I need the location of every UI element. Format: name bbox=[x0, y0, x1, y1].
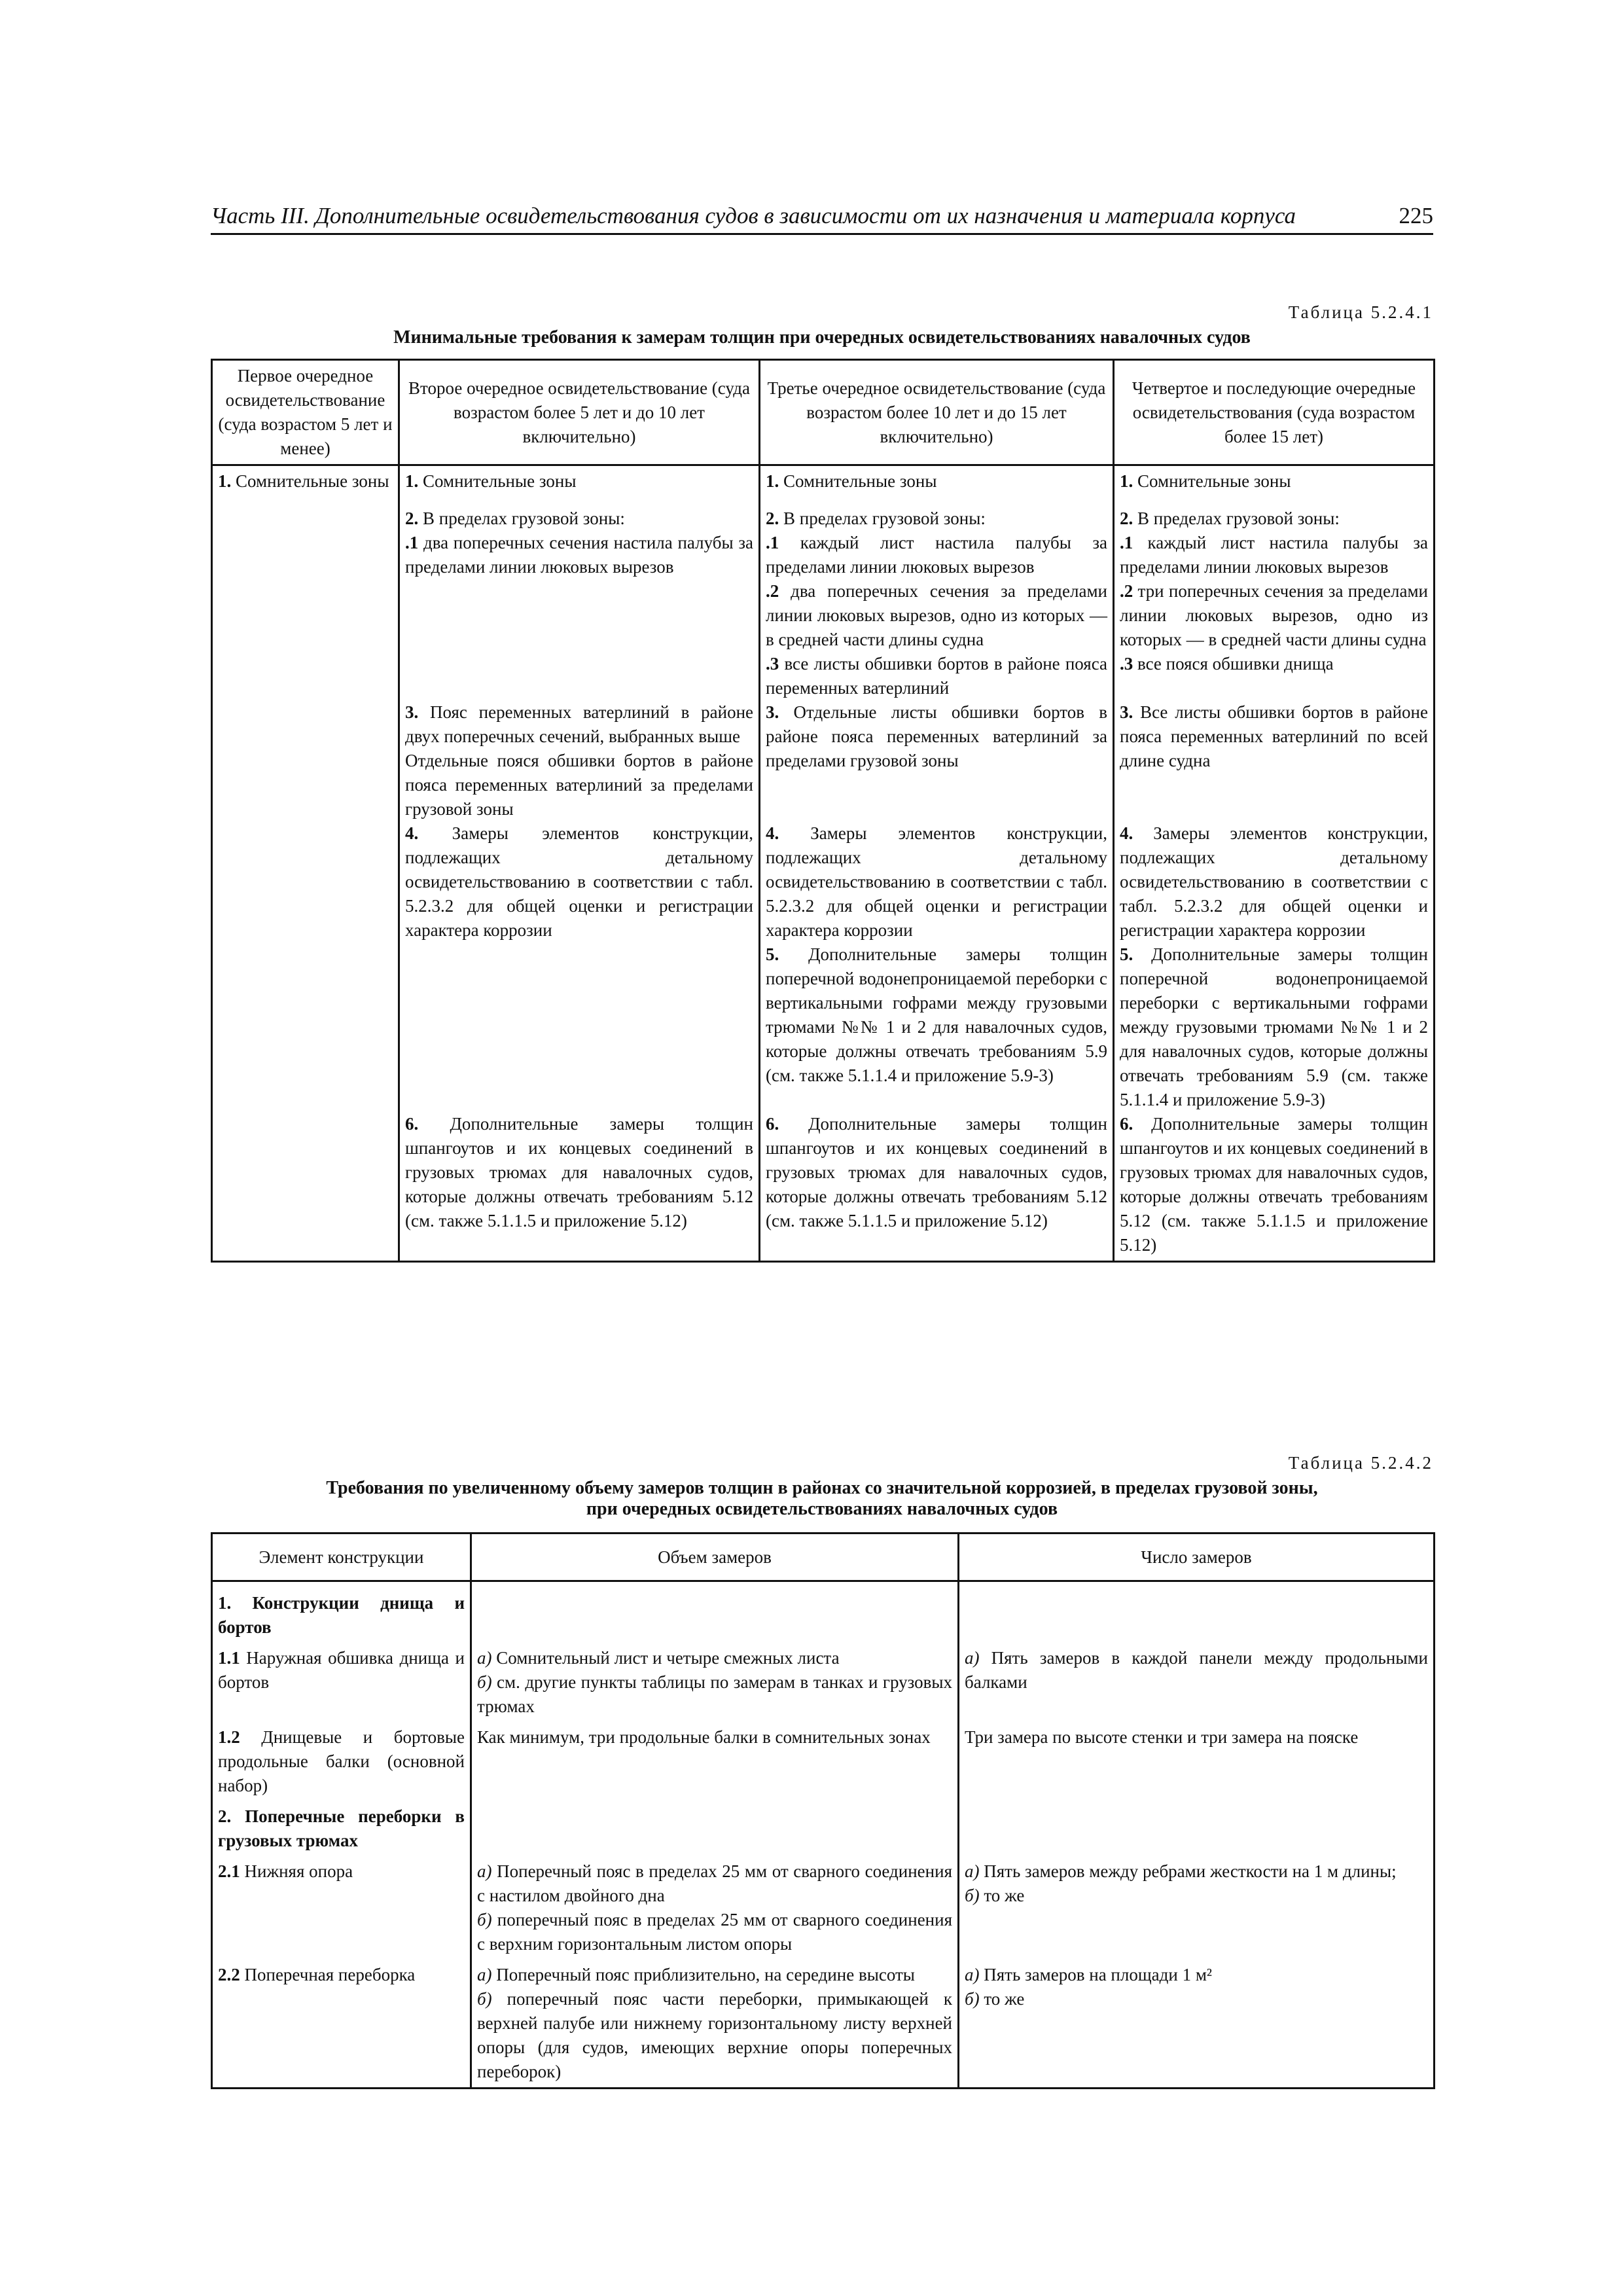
cell-text: 5. Дополнительные замеры толщин поперечной водонепроницаемой переборки с вертикальными гофрами между грузовыми трюмами №№ 1 и 2 для навалочных судов, которые должны отвечать требованиям 5.9 (см. также 5.1.1.4 и приложение 5.9-3) bbox=[766, 944, 1107, 1085]
table1-block bbox=[766, 942, 1107, 1112]
cell-text: 2.2 Поперечная переборка bbox=[218, 1965, 416, 1984]
cell-text: 3. Пояс переменных ватерлиний в районе двух поперечных сечений, выбранных выше bbox=[405, 702, 753, 746]
table1-header-row bbox=[212, 360, 1435, 465]
volume-cell bbox=[471, 1856, 959, 1960]
table1-block bbox=[405, 1112, 753, 1257]
cell-text: 6. Дополнительные замеры толщин шпангоутов и их концевых соединений в грузовых трюмах для навалочных судов, которые должны отвечать требованиям 5.12 (см. также 5.1.1.5 и приложение 5.12) bbox=[1120, 1114, 1428, 1255]
table2-caption: Таблица 5.2.4.2 bbox=[1288, 1453, 1433, 1473]
cell-text: 6. Дополнительные замеры толщин шпангоутов и их концевых соединений в грузовых трюмах для навалочных судов, которые должны отвечать требованиям 5.12 (см. также 5.1.1.5 и приложение 5.12) bbox=[405, 1114, 753, 1230]
table1-body-row bbox=[212, 465, 1435, 1262]
cell-text: б) поперечный пояс в пределах 25 мм от сварного соединения с верхним горизонтальным листом опоры bbox=[477, 1910, 952, 1954]
table2-header-cell: Число замеров bbox=[959, 1534, 1435, 1581]
table2-title-line: при очередных освидетельствованиях навалочных судов bbox=[586, 1499, 1058, 1519]
cell-text: а) Поперечный пояс в пределах 25 мм от сварного соединения с настилом двойного дна bbox=[477, 1861, 952, 1905]
table1-block bbox=[405, 469, 753, 493]
cell-text: Как минимум, три продольные балки в сомнительных зонах bbox=[477, 1727, 931, 1747]
volume-cell bbox=[471, 1581, 959, 1643]
table-row bbox=[212, 1722, 1435, 1801]
cell-text: 4. Замеры элементов конструкции, подлежащих детальному освидетельствованию в соответствии с табл. 5.2.3.2 для общей оценки и регистрации характера коррозии bbox=[405, 823, 753, 940]
cell-text: 1. Сомнительные зоны bbox=[766, 471, 937, 491]
page-header bbox=[211, 200, 1433, 235]
table2-header-cell: Объем замеров bbox=[471, 1534, 959, 1581]
table2-title-line: Требования по увеличенному объему замеров толщин в районах со значительной коррозией, в пределах грузовой зоны, bbox=[326, 1478, 1318, 1498]
cell-text: 2.1 Нижняя опора bbox=[218, 1861, 353, 1881]
cell-text: а) Пять замеров на площади 1 м² bbox=[965, 1965, 1212, 1984]
cell-text: а) Пять замеров между ребрами жесткости на 1 м длины; bbox=[965, 1861, 1397, 1881]
table1-col1 bbox=[212, 465, 399, 1262]
cell-text: .2 два поперечных сечения за пределами линии люковых вырезов, одно из которых — в средней части длины судна bbox=[766, 581, 1107, 649]
table1-block bbox=[766, 1112, 1107, 1257]
count-cell bbox=[959, 1801, 1435, 1856]
cell-text: 4. Замеры элементов конструкции, подлежащих детальному освидетельствованию в соответствии с табл. 5.2.3.2 для общей оценки и регистрации характера коррозии bbox=[1120, 823, 1428, 940]
cell-text: 6. Дополнительные замеры толщин шпангоутов и их концевых соединений в грузовых трюмах для навалочных судов, которые должны отвечать требованиям 5.12 (см. также 5.1.1.5 и приложение 5.12) bbox=[766, 1114, 1107, 1230]
count-cell bbox=[959, 1960, 1435, 2089]
table-row bbox=[212, 1581, 1435, 1643]
cell-text: 1.2 Днищевые и бортовые продольные балки (основной набор) bbox=[218, 1727, 465, 1795]
table-row bbox=[212, 1960, 1435, 2089]
table-row bbox=[212, 1801, 1435, 1856]
table1-block bbox=[766, 821, 1107, 942]
cell-text: 5. Дополнительные замеры толщин поперечной водонепроницаемой переборки с вертикальными гофрами между грузовыми трюмами №№ 1 и 2 для навалочных судов, которые должны отвечать требованиям 5.9 (см. также 5.1.1.4 и приложение 5.9-3) bbox=[1120, 944, 1428, 1109]
table1-block bbox=[1120, 1112, 1428, 1257]
cell-text: б) то же bbox=[965, 1886, 1025, 1905]
element-cell bbox=[212, 1722, 471, 1801]
table1-block bbox=[1120, 700, 1428, 821]
table1-header-cell: Четвертое и последующие очередные освидетельствования (суда возрастом более 15 лет) bbox=[1114, 360, 1435, 465]
table1-col2 bbox=[399, 465, 760, 1262]
count-cell bbox=[959, 1856, 1435, 1960]
cell-text: .3 все пояся обшивки днища bbox=[1120, 654, 1334, 673]
table-row bbox=[212, 1643, 1435, 1722]
element-cell bbox=[212, 1856, 471, 1960]
cell-text: а) Пять замеров в каждой панели между продольными балками bbox=[965, 1648, 1428, 1692]
element-cell bbox=[212, 1801, 471, 1856]
cell-text: 2. В пределах грузовой зоны: bbox=[405, 509, 625, 528]
table2-header-row bbox=[212, 1534, 1435, 1581]
cell-text: 3. Все листы обшивки бортов в районе пояса переменных ватерлиний по всей длине судна bbox=[1120, 702, 1428, 770]
volume-cell bbox=[471, 1801, 959, 1856]
element-cell bbox=[212, 1581, 471, 1643]
table2-title bbox=[211, 1478, 1433, 1520]
cell-text: .1 каждый лист настила палубы за пределами линии люковых вырезов bbox=[766, 533, 1107, 577]
cell-text: 2. Поперечные переборки в грузовых трюмах bbox=[218, 1806, 465, 1850]
cell-text: 3. Отдельные листы обшивки бортов в районе пояса переменных ватерлиний за пределами грузовой зоны bbox=[766, 702, 1107, 770]
cell-text: 2. В пределах грузовой зоны: bbox=[766, 509, 986, 528]
table1-block bbox=[405, 942, 753, 1112]
cell-text: 1. Конструкции днища и бортов bbox=[218, 1593, 465, 1637]
volume-cell bbox=[471, 1960, 959, 2089]
cell-text: 1. Сомнительные зоны bbox=[218, 471, 389, 491]
cell-text: б) см. другие пункты таблицы по замерам в танках и грузовых трюмах bbox=[477, 1672, 952, 1716]
table-5-2-4-1 bbox=[211, 359, 1435, 1263]
table1-col3 bbox=[760, 465, 1114, 1262]
table2-header-cell: Элемент конструкции bbox=[212, 1534, 471, 1581]
volume-cell bbox=[471, 1722, 959, 1801]
volume-cell bbox=[471, 1643, 959, 1722]
cell-text: Отдельные пояся обшивки бортов в районе пояса переменных ватерлиний за пределами грузовой зоны bbox=[405, 751, 753, 819]
cell-text: .3 все листы обшивки бортов в районе пояса переменных ватерлиний bbox=[766, 654, 1107, 698]
table1-block bbox=[766, 469, 1107, 493]
cell-text: а) Сомнительный лист и четыре смежных листа bbox=[477, 1648, 840, 1668]
cell-text: .1 два поперечных сечения настила палубы за пределами линии люковых вырезов bbox=[405, 533, 753, 577]
count-cell bbox=[959, 1722, 1435, 1801]
element-cell bbox=[212, 1643, 471, 1722]
table1-block bbox=[766, 700, 1107, 821]
table1-title: Минимальные требования к замерам толщин при очередных освидетельствованиях навалочных судов bbox=[393, 327, 1251, 348]
table1-block bbox=[1120, 942, 1428, 1112]
table1-block bbox=[1120, 507, 1428, 700]
table1-caption: Таблица 5.2.4.1 bbox=[1288, 302, 1433, 322]
table1-block bbox=[1120, 469, 1428, 493]
cell-text: .1 каждый лист настила палубы за пределами линии люковых вырезов bbox=[1120, 533, 1428, 577]
table1-block bbox=[405, 700, 753, 821]
table1-block bbox=[405, 507, 753, 700]
page-number: 225 bbox=[1399, 203, 1433, 228]
cell-text: а) Поперечный пояс приблизительно, на середине высоты bbox=[477, 1965, 915, 1984]
running-title: Часть III. Дополнительные освидетельствования судов в зависимости от их назначения и материала корпуса bbox=[211, 203, 1296, 228]
table-5-2-4-2 bbox=[211, 1532, 1435, 2089]
table1-col4 bbox=[1114, 465, 1435, 1262]
table1-header-cell: Второе очередное освидетельствование (суда возрастом более 5 лет и до 10 лет включительно) bbox=[399, 360, 760, 465]
cell-text: б) то же bbox=[965, 1989, 1025, 2009]
table1-header-cell: Третье очередное освидетельствование (суда возрастом более 10 лет и до 15 лет включительно) bbox=[760, 360, 1114, 465]
element-cell bbox=[212, 1960, 471, 2089]
count-cell bbox=[959, 1643, 1435, 1722]
count-cell bbox=[959, 1581, 1435, 1643]
cell-text: Три замера по высоте стенки и три замера на пояске bbox=[965, 1727, 1359, 1747]
cell-text: .2 три поперечных сечения за пределами линии люковых вырезов, одно из которых — в средней части длины судна bbox=[1120, 581, 1428, 649]
cell-text: 1.1 Наружная обшивка днища и бортов bbox=[218, 1648, 465, 1692]
table1-header-cell: Первое очередное освидетельствование (суда возрастом 5 лет и менее) bbox=[212, 360, 399, 465]
table-row bbox=[212, 1856, 1435, 1960]
cell-text: 1. Сомнительные зоны bbox=[405, 471, 577, 491]
table1-block bbox=[1120, 821, 1428, 942]
table1-block bbox=[766, 507, 1107, 700]
cell-text: б) поперечный пояс части переборки, примыкающей к верхней палубе или нижнему горизонтальному листу верхней опоры (для судов, имеющих верхние опоры поперечных переборок) bbox=[477, 1989, 952, 2081]
cell-text: 1. Сомнительные зоны bbox=[1120, 471, 1291, 491]
cell-text: 2. В пределах грузовой зоны: bbox=[1120, 509, 1340, 528]
table1-block bbox=[405, 821, 753, 942]
cell-text: 4. Замеры элементов конструкции, подлежащих детальному освидетельствованию в соответствии с табл. 5.2.3.2 для общей оценки и регистрации характера коррозии bbox=[766, 823, 1107, 940]
